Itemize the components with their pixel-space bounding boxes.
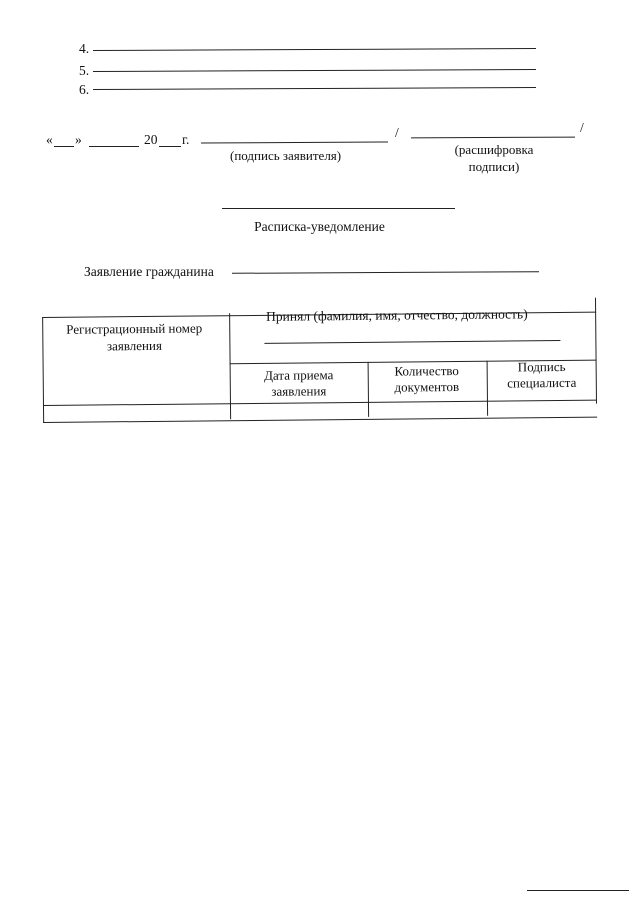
receipt-table [42, 298, 597, 423]
item-number-6: 6. [79, 82, 90, 97]
date-quote-close: » [75, 132, 82, 147]
item-line-4 [93, 48, 536, 51]
table-border-left [42, 317, 44, 423]
date-year-suffix: г. [182, 132, 190, 147]
date-header: Дата приема заявления [263, 367, 334, 399]
date-day-line [54, 146, 74, 147]
table-divider-col3 [487, 361, 489, 416]
signature-decoding-line [411, 137, 575, 139]
item-number-4: 4. [79, 41, 90, 56]
item-line-6 [93, 87, 536, 90]
date-month-line [89, 146, 139, 147]
accepted-header: Принял (фамилия, имя, отчество, должность) [266, 306, 528, 324]
count-header: Количество документов [394, 363, 460, 395]
accepted-fill-line [264, 340, 560, 344]
receipt-title: Расписка-уведомление [254, 219, 385, 234]
signature-header: Подпись специалиста [507, 358, 577, 391]
signature-slash-1: / [395, 125, 399, 140]
footer-line [527, 890, 629, 891]
reg-number-header: Регистрационный номер заявления [66, 320, 203, 354]
decoding-caption-line1: (расшифровка [454, 142, 534, 157]
date-quote-open: « [46, 132, 53, 147]
applicant-signature-line [201, 142, 388, 144]
applicant-signature-caption: (подпись заявителя) [230, 148, 342, 163]
table-border-right [595, 298, 597, 404]
receipt-header-line [222, 208, 455, 209]
item-line-5 [93, 69, 536, 72]
table-divider-col2 [368, 362, 370, 417]
item-number-5: 5. [79, 63, 90, 78]
table-border-bottom [43, 417, 597, 423]
date-year-prefix: 20 [144, 132, 158, 147]
table-divider-row [43, 400, 597, 406]
decoding-caption-line2: подписи) [468, 159, 520, 174]
signature-slash-2: / [580, 120, 584, 135]
date-year-line [159, 146, 181, 147]
citizen-statement-label: Заявление гражданина [84, 264, 214, 279]
citizen-statement-line [232, 271, 539, 274]
